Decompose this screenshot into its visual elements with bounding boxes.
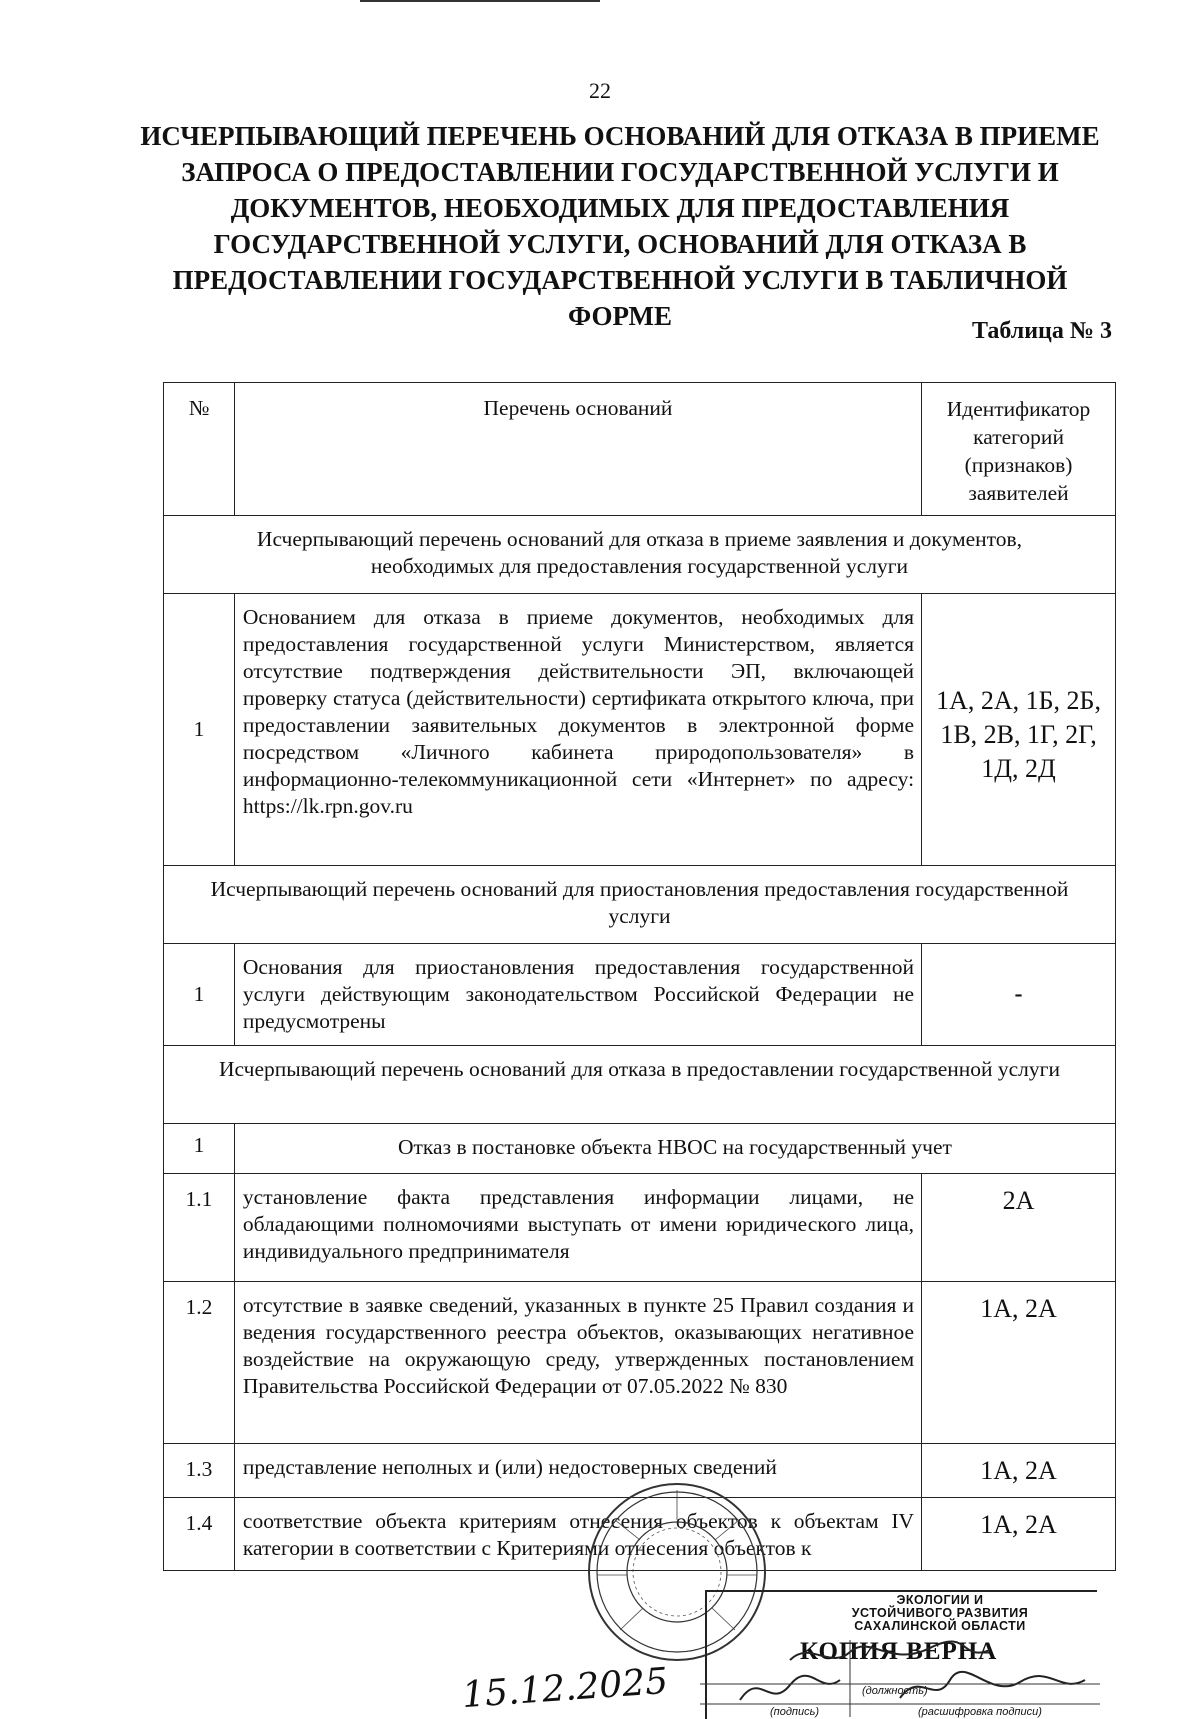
handwritten-signatures (700, 1640, 1100, 1717)
row-number: 1.4 (164, 1498, 235, 1571)
handwritten-date: 15.12.2025 (460, 1660, 670, 1717)
row-number: 1.1 (164, 1174, 235, 1282)
row-identifier: 1А, 2А (922, 1444, 1116, 1498)
row-number: 1.2 (164, 1282, 235, 1444)
row-identifier: 1А, 2А (922, 1282, 1116, 1444)
row-text: Основания для приостановления предоставления государственной услуги действующим законодательством Российской Федерации не предусмотрены (234, 944, 921, 1046)
section-row (164, 1046, 1116, 1124)
section-suspension: Исчерпывающий перечень оснований для приостановления предоставления государственной услуги (164, 866, 1116, 944)
document-title: ИСЧЕРПЫВАЮЩИЙ ПЕРЕЧЕНЬ ОСНОВАНИЙ ДЛЯ ОТКАЗА В ПРИЕМЕ ЗАПРОСА О ПРЕДОСТАВЛЕНИИ ГОСУДАРСТВЕННОЙ УСЛУГИ И ДОКУМЕНТОВ, НЕОБХОДИМЫХ ДЛЯ ПРЕДОСТАВЛЕНИЯ ГОСУДАРСТВЕННОЙ УСЛУГИ, ОСНОВАНИЙ ДЛЯ ОТКАЗА В ПРЕДОСТАВЛЕНИИ ГОСУДАРСТВЕННОЙ УСЛУГИ В ТАБЛИЧНОЙ ФОРМЕ (140, 121, 1100, 331)
table-row (164, 1174, 1116, 1282)
row-number: 1 (164, 944, 235, 1046)
row-text: установление факта представления информации лицами, не обладающими полномочиями выступать от имени юридического лица, индивидуального предпринимателя (234, 1174, 921, 1282)
table-row (164, 1282, 1116, 1444)
certified-copy-mark: КОПИЯ ВЕРНА (800, 1638, 998, 1665)
header-identifier: Идентификатор категорий (признаков) заявителей (922, 383, 1116, 516)
section-row (164, 516, 1116, 594)
header-grounds: Перечень оснований (234, 383, 921, 516)
table-row (164, 594, 1116, 866)
label-signature: (подпись) (770, 1706, 820, 1718)
table-row (164, 1124, 1116, 1174)
row-identifier: 2А (922, 1174, 1116, 1282)
label-signature-decoding: (расшифровка подписи) (918, 1706, 1042, 1718)
row-number: 1.3 (164, 1444, 235, 1498)
page-number: 22 (589, 78, 611, 103)
row-text: отсутствие в заявке сведений, указанных в пункте 25 Правил создания и ведения государственного реестра объектов, оказывающих негативное воздействие на окружающую среду, утвержденных постановлением Правительства Российской Федерации от 07.05.2022 № 830 (234, 1282, 921, 1444)
label-position: (должность) (862, 1685, 928, 1697)
row-text: Отказ в постановке объекта НВОС на государственный учет (234, 1124, 1115, 1174)
row-number: 1 (164, 594, 235, 866)
table-row (164, 944, 1116, 1046)
org-line: САХАЛИНСКОЙ ОБЛАСТИ (854, 1619, 1026, 1633)
row-text: Основанием для отказа в приеме документов, необходимых для предоставления государственной услуги Министерством, является отсутствие подтверждения действительности ЭП, включающей проверку статуса (действительности) сертификата открытого ключа, при предоставлении заявительных документов в электронной форме посредством «Личного кабинета природопользователя» в информационно-телекоммуникационной сети «Интернет» по адресу: https://lk.rpn.gov.ru (234, 594, 921, 866)
section-refusal-acceptance: Исчерпывающий перечень оснований для отказа в приеме заявления и документов, необходимых для предоставления государственной услуги (164, 516, 1116, 594)
certification-organization (790, 1594, 1090, 1633)
row-identifier: - (922, 944, 1116, 1046)
row-text: представление неполных и (или) недостоверных сведений (234, 1444, 921, 1498)
table-caption: Таблица № 3 (971, 318, 1112, 344)
top-edge-rule (360, 0, 600, 2)
section-refusal-service: Исчерпывающий перечень оснований для отказа в предоставлении государственной услуги (164, 1046, 1116, 1124)
section-row (164, 866, 1116, 944)
org-line: ЭКОЛОГИИ И (896, 1593, 984, 1607)
grounds-table (163, 382, 1116, 1571)
row-number: 1 (164, 1124, 235, 1174)
row-identifier: 1А, 2А (922, 1498, 1116, 1571)
header-num: № (164, 383, 235, 516)
table-header-row (164, 383, 1116, 516)
org-line: УСТОЙЧИВОГО РАЗВИТИЯ (851, 1606, 1029, 1620)
row-identifier: 1А, 2А, 1Б, 2Б, 1В, 2В, 1Г, 2Г, 1Д, 2Д (922, 594, 1116, 866)
row-text: соответствие объекта критериям отнесения объектов к объектам IV категории в соответствии с Критериями отнесения объектов к (234, 1498, 921, 1571)
